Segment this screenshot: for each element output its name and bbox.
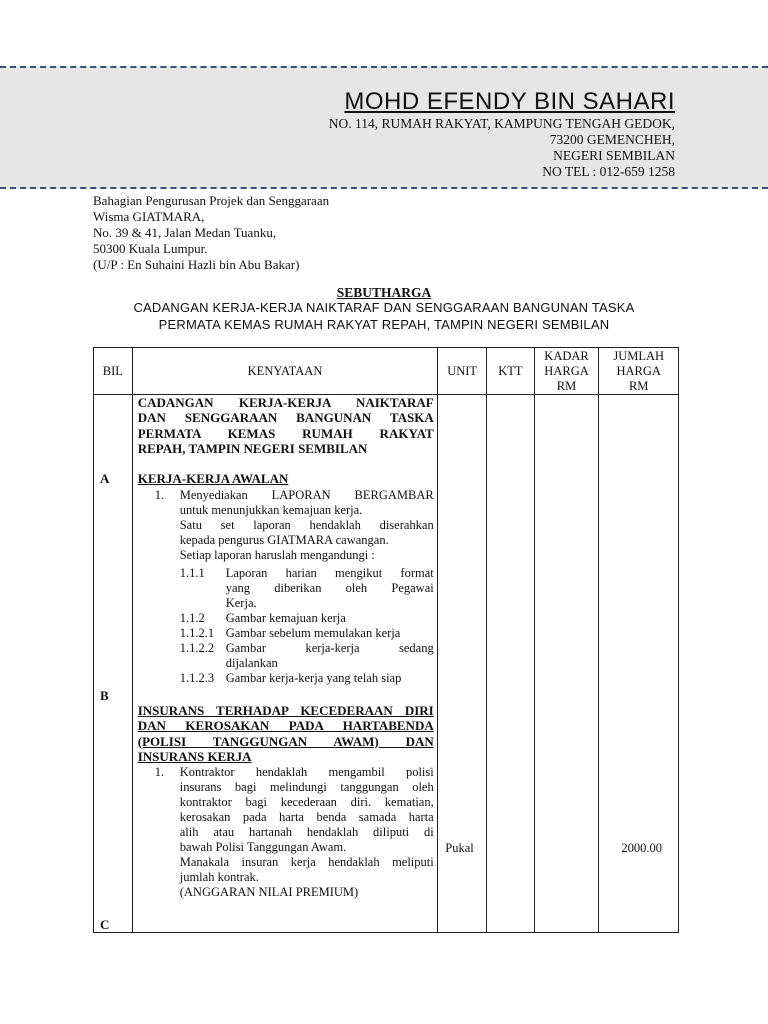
address-line-1: NO. 114, RUMAH RAKYAT, KAMPUNG TENGAH GEDOK, [328, 116, 675, 131]
bil-a: A [100, 471, 110, 486]
header-unit: UNIT [438, 348, 487, 395]
header-kadar-line: RM [556, 378, 577, 393]
subitem-text: Gambar kemajuan kerja [225, 611, 346, 625]
section-a-line: kepada pengurus GIATMARA cawangan. [179, 533, 389, 547]
header-jumlah-line: HARGA [616, 363, 661, 378]
section-b-line: jumlah kontrak. [179, 870, 259, 884]
section-b-jumlah: 2000.00 [621, 841, 662, 855]
subitem-number: 1.1.2.3 [179, 671, 215, 685]
section-a-line: Setiap laporan haruslah mengandungi : [179, 548, 375, 562]
section-a-item-text [180, 488, 434, 563]
bil-b: B [100, 688, 109, 703]
subitem-text [226, 641, 434, 671]
phone-number: NO TEL : 012-659 1258 [542, 164, 675, 179]
address-line-3: NEGERI SEMBILAN [553, 148, 675, 163]
subitem-line: Gambar kerja-kerja sedang [225, 641, 434, 655]
subject-line-1: CADANGAN KERJA-KERJA NAIKTARAF DAN SENGGARAAN BANGUNAN TASKA [133, 300, 635, 315]
section-b-item-text [180, 765, 434, 900]
header-jumlah-line: JUMLAH [613, 348, 665, 363]
table-body-row [94, 395, 679, 933]
section-b-line: bawah Polisi Tanggungan Awam. [179, 840, 347, 854]
recipient-line: 50300 Kuala Lumpur. [93, 241, 208, 256]
section-b-line: (ANGGARAN NILAI PREMIUM) [179, 885, 359, 899]
ktt-cell [487, 395, 535, 933]
table-header-row [94, 348, 679, 395]
header-bil: BIL [94, 348, 133, 395]
subitem-line: Kerja. [225, 596, 257, 610]
section-a-line: Menyediakan LAPORAN BERGAMBAR [179, 488, 434, 502]
subitem-number: 1.1.1 [179, 566, 205, 580]
project-title-line: REPAH, TAMPIN NEGERI SEMBILAN [137, 440, 368, 456]
section-b-line: alih atau hartanah hendaklah diliputi di [179, 825, 434, 839]
header-kadar-line: HARGA [544, 363, 589, 378]
section-b-line: kontraktor bagi kecederaan diri. kematian, [179, 795, 434, 809]
recipient-address [93, 193, 329, 273]
quotation-table [93, 347, 679, 933]
header-jumlah-line: RM [628, 378, 649, 393]
recipient-line: No. 39 & 41, Jalan Medan Tuanku, [93, 225, 277, 240]
document-heading: SEBUTHARGA [336, 285, 432, 300]
header-kenyataan: KENYATAAN [132, 348, 438, 395]
section-a-item-number: 1. [154, 488, 165, 502]
recipient-line: (U/P : En Suhaini Hazli bin Abu Bakar) [93, 257, 300, 272]
section-b-line: Kontraktor hendaklah mengambil polisi [179, 765, 434, 779]
bil-c: C [100, 917, 110, 932]
recipient-line: Bahagian Pengurusan Projek dan Senggaraan [93, 193, 330, 208]
subitem-number: 1.1.2.2 [179, 641, 215, 655]
section-b-heading-line: INSURANS KERJA [137, 748, 252, 764]
sender-name: MOHD EFENDY BIN SAHARI [344, 88, 675, 115]
section-b-line: Manakala insuran kerja hendaklah meliputi [179, 855, 434, 869]
recipient-line: Wisma GIATMARA, [93, 209, 205, 224]
subitem-line: dijalankan [225, 656, 278, 670]
header-kadar-harga [534, 348, 599, 395]
subitem-text: Gambar sebelum memulakan kerja [225, 626, 401, 640]
letterhead-band [0, 66, 768, 189]
subitem-line: Laporan harian mengikut format [225, 566, 434, 580]
project-title [138, 395, 434, 456]
subitem-line: yang diberikan oleh Pegawai [225, 581, 434, 595]
jumlah-cell [599, 395, 679, 933]
project-title-line: DAN SENGGARAAN BANGUNAN TASKA [137, 410, 434, 426]
section-b-heading-line: INSURANS TERHADAP KECEDERAAN DIRI [137, 703, 434, 718]
subject-line-2: PERMATA KEMAS RUMAH RAKYAT REPAH, TAMPIN NEGERI SEMBILAN [158, 317, 610, 332]
subitem-text: Gambar kerja-kerja yang telah siap [225, 671, 402, 685]
unit-cell [438, 395, 487, 933]
section-b-heading [138, 703, 434, 764]
section-a-line: untuk menunjukkan kemajuan kerja. [179, 503, 363, 517]
subitem-number: 1.1.2.1 [179, 626, 215, 640]
section-b-heading-line: (POLISI TANGGUNGAN AWAM) DAN [137, 733, 434, 749]
section-a-heading: KERJA-KERJA AWALAN [137, 471, 289, 486]
header-kadar-line: KADAR [544, 348, 589, 363]
project-title-line: PERMATA KEMAS RUMAH RAKYAT [137, 425, 434, 441]
address-line-2: 73200 GEMENCHEH, [549, 132, 675, 147]
section-b-line: insurans bagi melindungi tanggungan oleh [179, 780, 434, 794]
subitem-text [226, 566, 434, 611]
kadar-cell [534, 395, 599, 933]
subitem-number: 1.1.2 [179, 611, 205, 625]
section-b-unit: Pukal [445, 841, 474, 855]
section-b-item-number: 1. [154, 765, 165, 779]
header-jumlah-harga [599, 348, 679, 395]
project-title-line: CADANGAN KERJA-KERJA NAIKTARAF [137, 395, 434, 410]
bil-cell [94, 395, 133, 933]
section-b-heading-line: DAN KEROSAKAN PADA HARTABENDA [137, 718, 434, 734]
section-a-line: Satu set laporan hendaklah diserahkan [179, 518, 434, 532]
section-b-line: kerosakan pada harta benda samada harta [179, 810, 434, 824]
header-ktt: KTT [487, 348, 535, 395]
kenyataan-cell [132, 395, 438, 933]
